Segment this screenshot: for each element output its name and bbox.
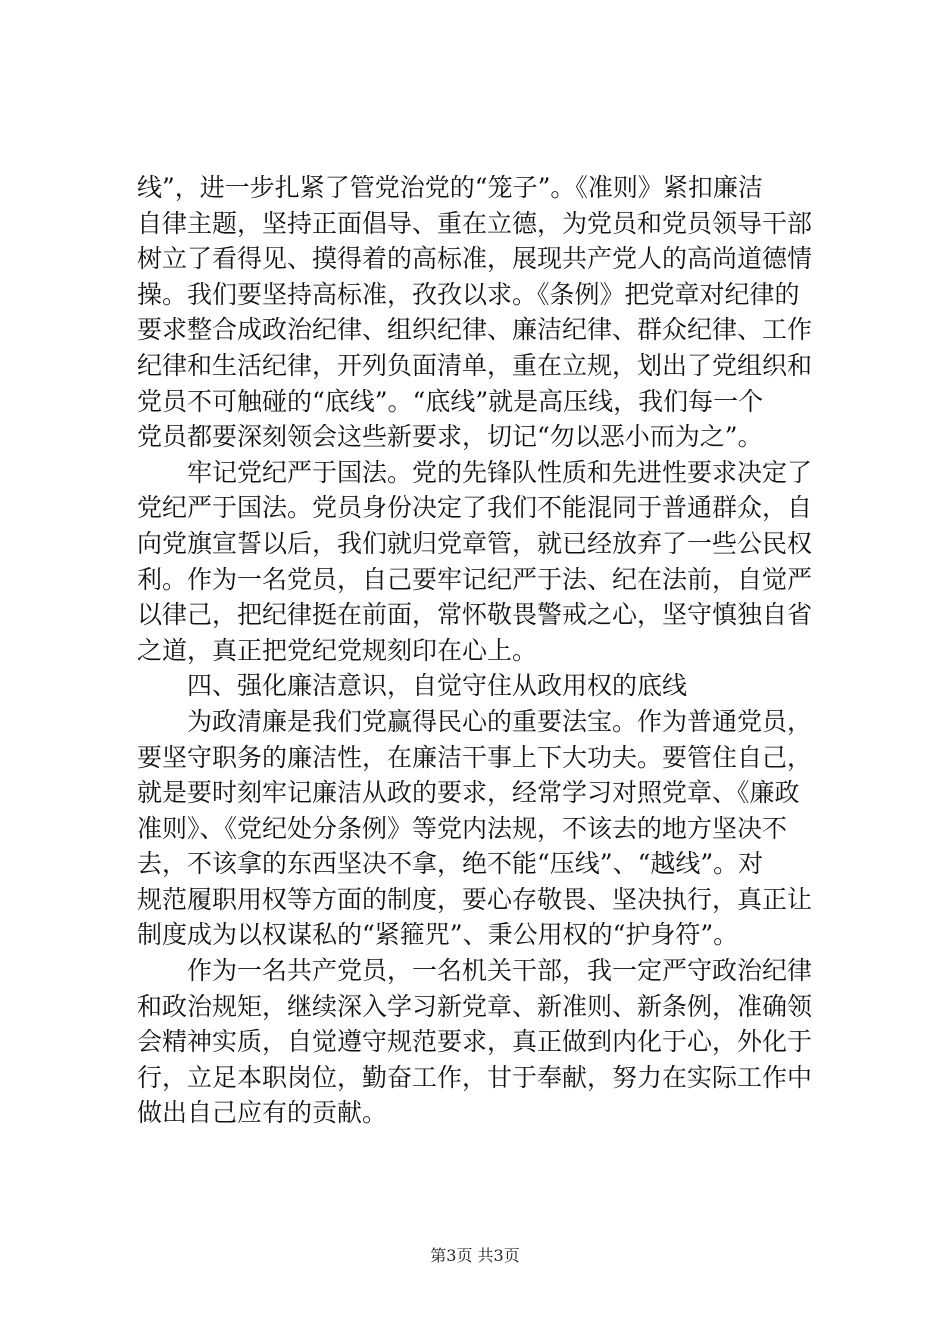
- text-line: 利。作为一名党员，自己要牢记纪严于法、纪在法前，自觉严: [137, 564, 813, 594]
- text-line: 自律主题，坚持正面倡导、重在立德，为党员和党员领导干部: [137, 208, 813, 238]
- text-line: 线”，进一步扎紧了管党治党的“笼子”。《准则》紧扣廉洁: [137, 173, 763, 202]
- text-line: 要坚守职务的廉洁性，在廉洁干事上下大功夫。要管住自己，: [137, 742, 813, 772]
- text-line: 为政清廉是我们党赢得民心的重要法宝。作为普通党员，: [137, 706, 813, 736]
- page-number-footer: 第3页 共3页: [430, 1246, 520, 1265]
- text-line: 树立了看得见、摸得着的高标准，展现共产党人的高尚道德情: [137, 244, 813, 274]
- text-line: 规范履职用权等方面的制度，要心存敬畏、坚决执行，真正让: [137, 884, 813, 914]
- text-line: 纪律和生活纪律，开列负面清单，重在立规，划出了党组织和: [137, 350, 813, 380]
- text-line: 去，不该拿的东西坚决不拿，绝不能“压线”、“越线”。对: [137, 849, 764, 879]
- text-line: 党纪严于国法。党员身份决定了我们不能混同于普通群众，自: [137, 493, 813, 523]
- text-line: 就是要时刻牢记廉洁从政的要求，经常学习对照党章、《廉政: [137, 778, 800, 808]
- text-line: 牢记党纪严于国法。党的先锋队性质和先进性要求决定了: [137, 457, 813, 487]
- text-line: 做出自己应有的贡献。: [137, 1098, 388, 1128]
- text-line: 要求整合成政治纪律、组织纪律、廉洁纪律、群众纪律、工作: [137, 315, 813, 345]
- text-line: 行，立足本职岗位，勤奋工作，甘于奉献，努力在实际工作中: [137, 1062, 813, 1092]
- text-line: 制度成为以权谋私的“紧箍咒”、秉公用权的“护身符”。: [137, 920, 739, 950]
- text-line: 操。我们要坚持高标准，孜孜以求。《条例》把党章对纪律的: [137, 279, 800, 309]
- document-body: [137, 170, 817, 1131]
- text-line: 以律己，把纪律挺在前面，常怀敬畏警戒之心，坚守慎独自省: [137, 600, 813, 630]
- section-heading: 四、强化廉洁意识，自觉守住从政用权的底线: [137, 671, 688, 701]
- text-line: 会精神实质，自觉遵守规范要求，真正做到内化于心，外化于: [137, 1027, 813, 1057]
- text-line: 之道，真正把党纪党规刻印在心上。: [137, 635, 538, 665]
- text-line: 作为一名共产党员，一名机关干部，我一定严守政治纪律: [137, 956, 813, 986]
- text-line: 向党旗宣誓以后，我们就归党章管，就已经放弃了一些公民权: [137, 528, 813, 558]
- text-line: 党员都要深刻领会这些新要求，切记“勿以恶小而为之”。: [137, 422, 763, 452]
- text-line: 和政治规矩，继续深入学习新党章、新准则、新条例，准确领: [137, 991, 813, 1021]
- text-line: 准则》、《党纪处分条例》等党内法规，不该去的地方坚决不: [137, 813, 788, 843]
- text-line: 党员不可触碰的“底线”。“底线”就是高压线，我们每一个: [137, 386, 764, 416]
